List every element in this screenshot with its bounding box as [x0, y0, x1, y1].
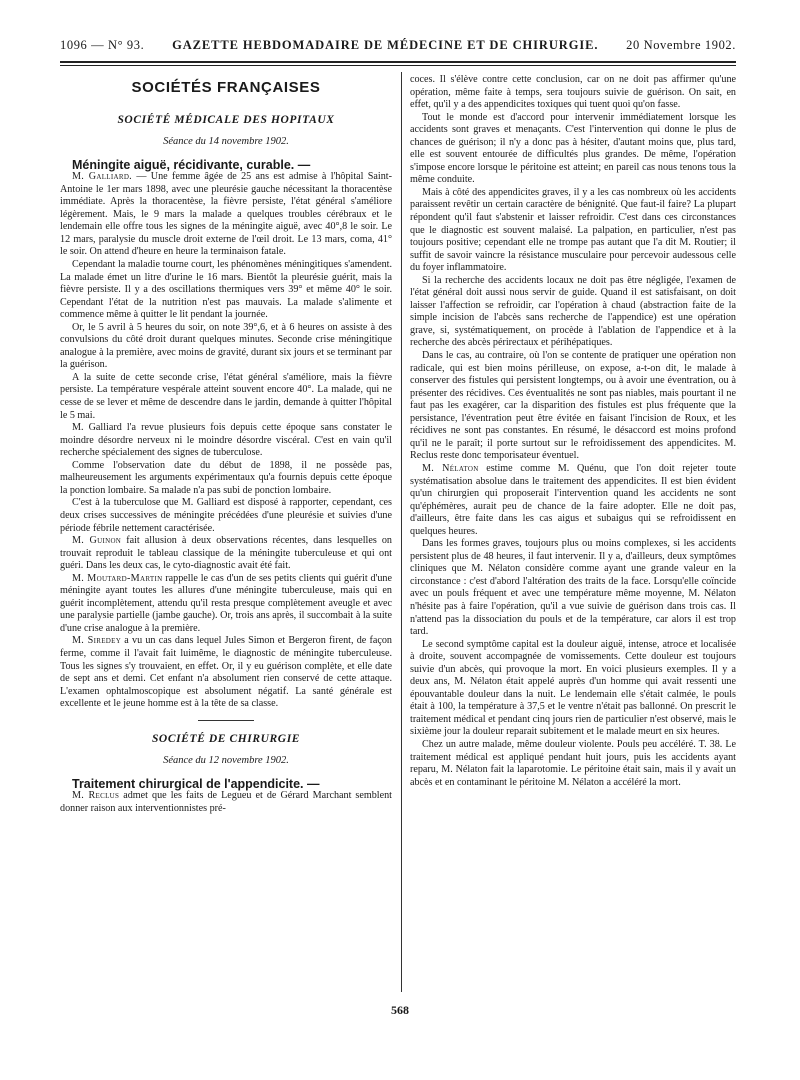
society-name: SOCIÉTÉ MÉDICALE DES HOPITAUX	[117, 113, 335, 126]
paragraph	[60, 497, 392, 535]
paragraph-text: A la suite de cette seconde crise, l'état général s'améliore, mais la fièvre persiste. La température vespérale atteint souvent encore 40°. La malade, qui ne cesse de se lever et même de descendre dans le jardin, demande à quitter l'hôpital le 5 mai.	[60, 371, 392, 421]
issue-date: 20 Novembre 1902.	[626, 38, 736, 52]
article-body	[410, 74, 736, 789]
journal-title: GAZETTE HEBDOMADAIRE DE MÉDECINE ET DE CHIRURGIE.	[172, 38, 599, 52]
paragraph	[410, 463, 736, 538]
paragraph	[410, 350, 736, 463]
article-body	[60, 171, 392, 711]
paragraph	[60, 372, 392, 422]
paragraph-text: fait allusion à deux observations récentes, dans lesquelles on trouvait reproduit le tableau classique de la méningite tuberculeuse et qui ont guéri. Dans les deux cas, le cyto-diagnostic avait été fait.	[60, 535, 392, 572]
seance-date: Séance du 14 novembre 1902.	[163, 136, 289, 148]
column-divider	[401, 72, 402, 992]
paragraph-text: M. Galliard l'a revue plusieurs fois depuis cette époque sans constater le moindre désordre nerveux ni le moindre désordre viscéral. C'est en vain qu'il recherche spécialement des signes de tuberculose.	[60, 422, 392, 459]
paragraph	[410, 187, 736, 275]
paragraph-text: Le second symptôme capital est la douleur aiguë, intense, atroce et localisée à droite, souvent accompagnée de vomissements. Cette douleur est toujours suivie d'un abcès, qui provoque la mort. En voici plusieurs exemples. Il y a deux ans, M. Nélaton était appelé auprès d'un homme qui avait ressenti une épouvantable douleur dans la nuit. Le lendemain elle s'était calmée, le pouls était à 100, la température à 37,5 et le ventre n'était pas ballonné. On prescrit le traitement médical et pendant cinq jours rien de particulier n'est observé, mais le sixième jour la douleur reparait subitement et le malade meurt en six heures.	[410, 638, 736, 738]
paragraph-text: Comme l'observation date du début de 1898, il ne possède pas, malheureusement les arguments expérimentaux qu'a fournis depuis cette époque la ponction lombaire. Sa malade n'a pas subi de ponction lombaire.	[60, 459, 392, 496]
section-title: SOCIÉTÉS FRANÇAISES	[131, 79, 321, 96]
page-issue-number: 1096 — N° 93.	[60, 38, 145, 52]
paragraph	[60, 171, 392, 259]
speaker-name: M. Siredey	[72, 635, 122, 647]
paragraph-text: Cependant la maladie tourne court, les phénomènes méningitiques s'amendent. La malade émet un litre d'urine le 16 mars. Bientôt la pleurésie guérit, mais la fièvre persiste. Il y a des oscillations thermiques vers 39° et même 40° le soir. Cependant l'état de la nutrition n'est pas mauvais. La malade s'alimente et commence même à quitter le lit pendant la journée.	[60, 259, 392, 321]
paragraph	[60, 573, 392, 636]
society-name: SOCIÉTÉ DE CHIRURGIE	[151, 732, 301, 745]
paragraph	[410, 538, 736, 638]
paragraph	[410, 639, 736, 739]
paragraph	[60, 790, 392, 815]
speaker-name: M. Moutard-Martin	[72, 572, 163, 584]
speaker-name: M. Guinon	[72, 535, 122, 547]
page-number: 568	[391, 1003, 409, 1017]
speaker-name: M. Reclus	[72, 790, 120, 802]
speaker-name: M. Galliard.	[72, 171, 133, 183]
paragraph-text: Chez un autre malade, même douleur violente. Pouls peu accéléré. T. 38. Le traitement médical est appliqué pendant huit jours, puis les accidents ayant reparu, M. Nélaton fait la laparotomie. Le péritoine était sain, mais il y avait un abcès et en contaminant le péritoine M. Nélaton a accéléré la mort.	[410, 738, 736, 788]
paragraph	[60, 422, 392, 460]
paragraph-text: Dans le cas, au contraire, où l'on se contente de pratiquer une opération non radicale, qui est bien moins périlleuse, on expose, a-t-on dit, le malade à conserver des fistules qui persistent longtemps, ou à avoir une éventration, ou à présenter des récidives. Ces éventualités ne sont pas niables, mais pourtant il ne faut pas les exagérer, car la disparition des fistules est plus fréquente que la persistance, l'éventration peut être évitée en faisant l'incision de Roux, et les récidives ne sont pas constantes. En résumé, le désaccord est moins profond qu'il ne le paraît; il porte surtout sur le refroidissement des appendicites. M. Reclus reste donc temporisateur éventuel.	[410, 350, 736, 462]
article-heading: Méningite aiguë, récidivante, curable. —	[72, 157, 311, 172]
running-head	[60, 38, 736, 53]
header-rule	[60, 61, 736, 63]
paragraph-text: admet que les faits de Legueu et de Gérard Marchant semblent donner raison aux interventionnistes pré-	[60, 790, 392, 814]
paragraph	[60, 460, 392, 498]
paragraph	[410, 739, 736, 789]
paragraph	[60, 322, 392, 372]
paragraph-text: Dans les formes graves, toujours plus ou moins complexes, si les accidents persistent plus de 48 heures, il faut intervenir. Il y a, d'ailleurs, deux symptômes cliniques que M. Nélaton considère comme ayant une grande valeur en la circonstance : c'est d'abord l'altération des traits de la face. Lorsqu'elle coïncide avec un pouls fréquent et avec une température même moyenne, M. Nélaton n'hésite pas à faire l'opération, qu'il a vue suivie de guérison dans trois cas. Il n'attend pas la dissociation du pouls et de la température, car alors il est trop tard.	[410, 538, 736, 638]
section-divider	[198, 720, 254, 721]
paragraph-text: a vu un cas dans lequel Jules Simon et Bergeron firent, de façon ferme, comme il l'avait fait luimême, le diagnostic de méningite tuberculeuse. Tous les signes s'y trouvaient, en effet. Or, il y eu guérison complète, et elle date de sept ans et demi. Cet enfant n'a absolument rien conservé de cette attaque. L'examen ophtalmoscopique est absolument négatif. La santé générale est excellente et le jeune homme est à la tête de sa classe.	[60, 635, 392, 710]
paragraph	[60, 535, 392, 573]
paragraph-text: Mais à côté des appendicites graves, il y a les cas nombreux où les accidents paraissent revêtir un certain caractère de bénignité. Que faut-il faire? La plupart répondent qu'il faut s'abstenir et laisser refroidir. C'est dans ces circonstances que le diagnostic est souvent malaisé. La palpation, en particulier, n'est pas toujours positive; cependant elle ne trompe pas autant que l'a dit M. Routier; il suffit de savoir vaincre la résistance musculaire pour percevoir audessous celle du foyer inflammatoire.	[410, 186, 736, 274]
header-rule-thin	[60, 65, 736, 66]
seance-date: Séance du 12 novembre 1902.	[163, 755, 289, 767]
left-column	[60, 74, 392, 815]
speaker-name: M. Nélaton	[422, 462, 479, 474]
paragraph	[60, 635, 392, 710]
paragraph-text: Si la recherche des accidents locaux ne doit pas être négligée, l'examen de l'état général doit aussi nous servir de guide. Quand il est satisfaisant, on doit laisser l'affection se refroidir, car l'opération à chaud (abstraction faite de la simple incision de l'abcès sans recherche de l'appendice) est une opération grave, si, systématiquement, on procède à l'ablation de l'appendice et à la recherche des abcès périrectaux et périhépatiques.	[410, 274, 736, 349]
paragraph-text: rappelle le cas d'un de ses petits clients qui guérit d'une méningite ayant toutes les allures d'une méningite tuberculeuse, mais qui en guérit incomplètement, attendu qu'il resta presque complètement aveugle et avec une paralysie partielle (jambe gauche). Or, trois ans après, il succombait à la suite d'une crise analogue à la première.	[60, 572, 392, 634]
paragraph	[410, 112, 736, 187]
article-body	[60, 790, 392, 815]
paragraph	[410, 275, 736, 350]
paragraph-text: Or, le 5 avril à 5 heures du soir, on note 39°,6, et à 6 heures on assiste à des convulsions du côté droit durant quelques minutes. Seconde crise méningitique analogue à la première, avec moins de gravité, durant six jours et se terminant par la guérison.	[60, 321, 392, 371]
paragraph-text: Tout le monde est d'accord pour intervenir immédiatement lorsque les accidents sont graves et menaçants. C'est l'intervention qui donne le plus de chances de guérison; il n'y a donc pas à hésiter, d'autant moins que, plus tard, elle est souvent entourée de difficultés plus grandes. De même, l'opération s'impose encore lorsque le péritoine est atteint; en pareil cas nous tenons tous la même conduite.	[410, 111, 736, 186]
article-heading: Traitement chirurgical de l'appendicite. —	[72, 776, 320, 791]
paragraph-text: — Une femme âgée de 25 ans est admise à l'hôpital Saint-Antoine le 1er mars 1898, avec une pleurésie gauche nécessitant la thoracentèse immédiate. Après la thoracentèse, la fièvre persiste, l'état général s'améliore légèrement. Mais, le 9 mars la malade a quelques troubles cérébraux et le lendemain elle offre tous les signes de la méningite aiguë, avec 40°,8 le soir. Le 12 mars, paralysie du muscle droit externe de l'œil droit. Le 13 mars, coma, 41° le soir. On attend d'heure en heure la terminaison fatale.	[60, 171, 392, 258]
right-column	[410, 74, 736, 789]
paragraph	[410, 74, 736, 112]
paragraph-text: coces. Il s'élève contre cette conclusion, car on ne doit pas affirmer qu'une opération, même faite à temps, sera toujours suivie de guérison. On sait, en effet, qu'il y a des appendicites toxiques qui tuent quoi qu'on fasse.	[410, 74, 736, 111]
paragraph	[60, 259, 392, 322]
paragraph-text: C'est à la tuberculose que M. Galliard est disposé à rapporter, cependant, ces deux crises successives de méningite précédées d'une pleurésie et suivies d'une période fébrile nettement caractérisée.	[60, 497, 392, 534]
paragraph-text: estime comme M. Quénu, que l'on doit rejeter toute systématisation absolue dans le traitement des appendicites. Il est bien évident qu'un chirurgien qui proposerait l'intervention quand les accidents ne sont qu'éphémères, aurait peu de chance de la faire adopter. Elle ne doit pas, d'ailleurs, être faite dans les cas aigus et subaigus qui se refroidissent en quelques heures.	[410, 462, 736, 537]
